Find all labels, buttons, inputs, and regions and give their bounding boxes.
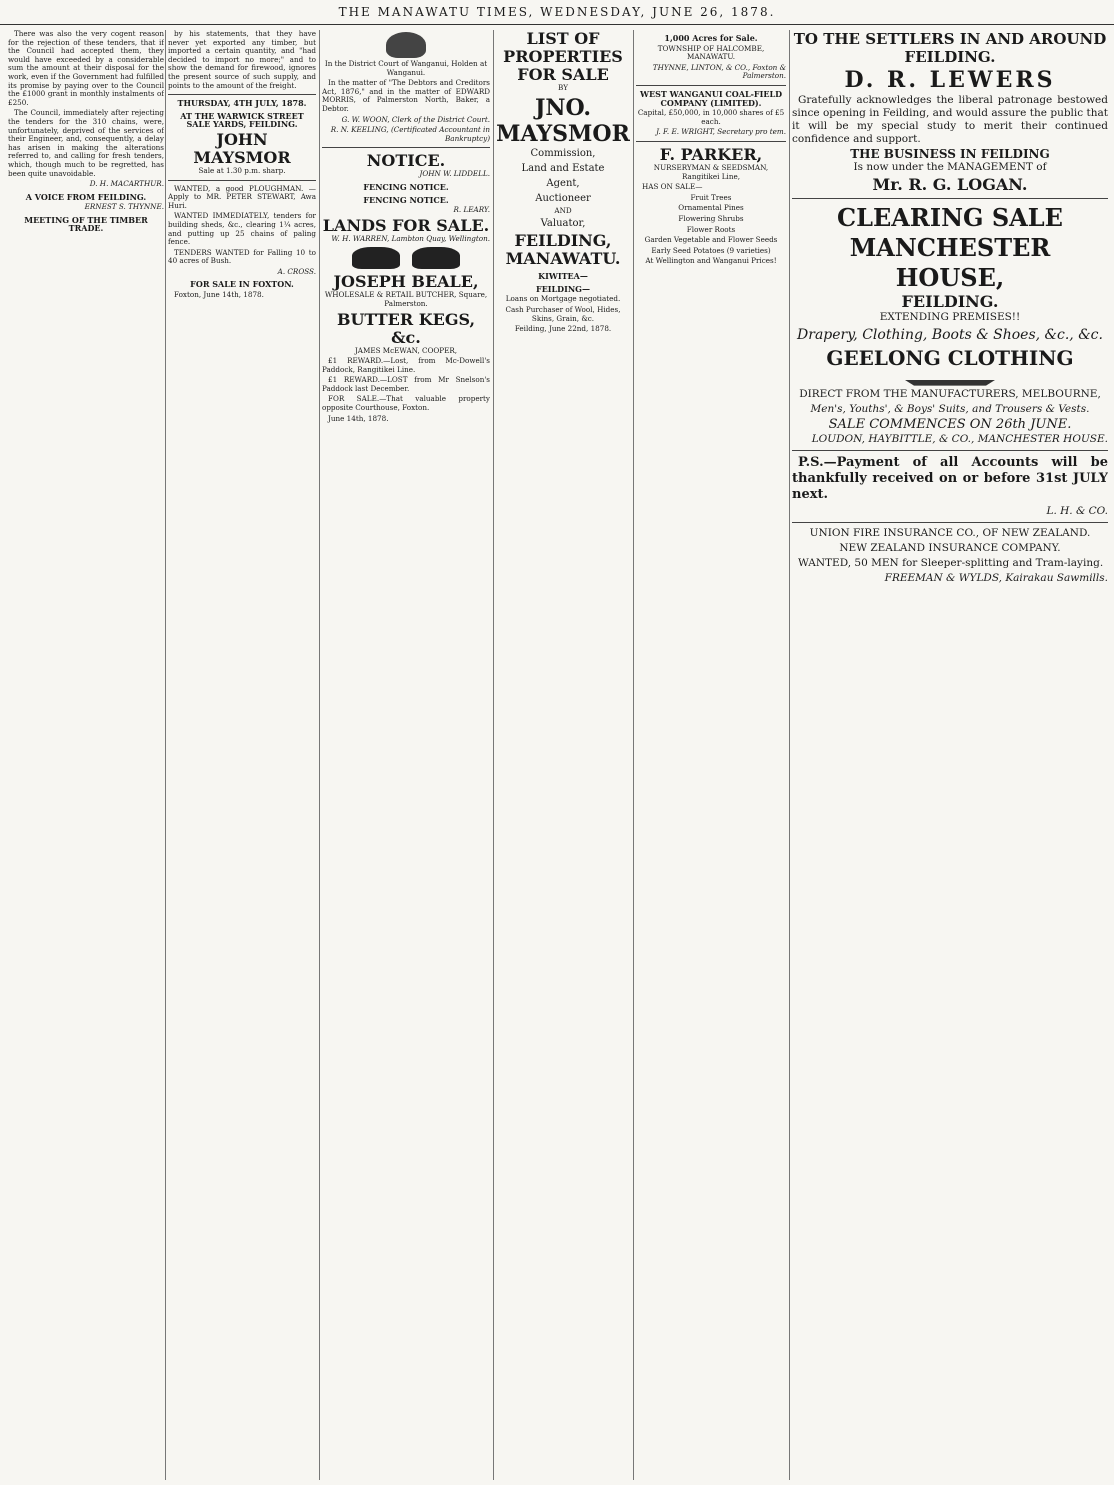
heading: FEILDING. (901, 291, 999, 311)
subheading: WHOLESALE & RETAIL BUTCHER, Square, Palmerston. (324, 290, 488, 308)
column-rule (165, 30, 166, 1480)
notice-heading: NOTICE. (366, 151, 446, 171)
column-rule (789, 30, 790, 1480)
name: JNO. MAYSMOR (496, 94, 630, 147)
signature: R. LEARY. (453, 205, 490, 215)
column-3 (322, 30, 490, 1480)
heading: FEILDING— (536, 283, 590, 294)
heading: CLEARING SALE (837, 202, 1063, 232)
label: SALE COMMENCES ON 26th JUNE. (828, 416, 1072, 432)
heading: MEETING OF THE TIMBER TRADE. (24, 214, 148, 234)
column-1 (8, 30, 164, 1480)
heading: KIWITEA— (538, 271, 588, 282)
label: Commission, (530, 147, 596, 159)
heading: F. PARKER, (659, 144, 763, 164)
auctioneer-name: JOHN MAYSMOR (193, 129, 291, 167)
date: Feilding, June 22nd, 1878. (514, 324, 612, 334)
label: Drapery, Clothing, Boots & Shoes, &c., &c. (797, 326, 1103, 343)
column-6 (792, 30, 1108, 1480)
signature: R. N. KEELING, (Certificated Accountant in Bankruptcy) (330, 125, 490, 143)
signature: J. F. E. WRIGHT, Secretary pro tem. (656, 127, 786, 137)
label: DIRECT FROM THE MANUFACTURERS, MELBOURNE, (799, 387, 1101, 400)
heading: MANCHESTER HOUSE, (849, 232, 1051, 292)
signature: THYNNE, LINTON, & CO., Foxton & Palmerston. (652, 62, 786, 81)
date: Foxton, June 14th, 1878. (174, 290, 264, 300)
heading: WEST WANGANUI COAL-FIELD COMPANY (LIMITED). (639, 88, 782, 108)
ad: £1 REWARD.—Lost, from Mc-Dowell's Paddock, Rangitikei Line. (322, 356, 490, 374)
list-item: Ornamental Pines (678, 203, 744, 213)
label: Land and Estate (521, 162, 605, 174)
column-5 (636, 30, 786, 1480)
paragraph: In the matter of "The Debtors and Creditors Act, 1876," and in the matter of EDWARD MORRIS, of Palmerston North, Baker, a Debtor. (322, 78, 490, 113)
heading: BUTTER KEGS, &c. (336, 309, 476, 347)
column-rule (633, 30, 634, 1480)
paragraph: The Council, immediately after rejecting the tenders for the 310 chains, were, unfortunately, deprived of the services of their Engineer, and, consequently, a delay has arisen in making the alterations referred to, and calling for fresh tenders, which, though much to be regretted, has been quite unavoidable. (8, 108, 164, 178)
heading: THE BUSINESS IN FEILDING (850, 147, 1050, 161)
signature: LOUDON, HAYBITTLE, & CO., MANCHESTER HOUSE. (811, 432, 1108, 445)
label: Cash Purchaser of Wool, Hides, Skins, Grain, &c. (505, 304, 621, 323)
list-item: Flowering Shrubs (678, 213, 744, 223)
label: Auctioneer (535, 192, 591, 204)
ad: FOR SALE.—That valuable property opposite Courthouse, Foxton. (322, 394, 490, 413)
label: WANTED, 50 MEN for Sleeper-splitting and Tram-laying. (798, 556, 1104, 569)
label: AND (554, 205, 572, 215)
label: BY (558, 83, 568, 92)
signature: JOHN W. LIDDELL. (419, 169, 490, 179)
heading: TO THE SETTLERS IN AND AROUND FEILDING. (793, 30, 1107, 66)
label: Valuator, (540, 218, 586, 230)
heading: JOSEPH BEALE, (333, 272, 479, 292)
subheading: NURSERYMAN & SEEDSMAN, Rangitikei Line, (653, 162, 769, 181)
column-4 (496, 30, 630, 1480)
list-item: Fruit Trees (690, 192, 732, 202)
masthead: THE MANAWATU TIMES, WEDNESDAY, JUNE 26, 1878. (0, 0, 1114, 25)
signature: FREEMAN & WYLDS, Kairakau Sawmills. (884, 571, 1108, 584)
signature: L. H. & CO. (1046, 504, 1108, 517)
signature: G. W. WOON, Clerk of the District Court. (341, 114, 490, 124)
paragraph: Gratefully acknowledges the liberal patronage bestowed since opening in Feilding, and would assure the public that it will be my special study to merit their continued confidence and support. (792, 94, 1108, 145)
label: At Wellington and Wanganui Prices! (645, 256, 777, 266)
sale-time: Sale at 1.30 p.m. sharp. (198, 165, 286, 175)
heading: FOR SALE (517, 65, 609, 84)
list-item: Garden Vegetable and Flower Seeds (644, 235, 778, 245)
livestock-icon (346, 247, 466, 269)
label: HAS ON SALE— (642, 182, 703, 192)
signature: A. CROSS. (277, 266, 316, 276)
ad: WANTED, a good PLOUGHMAN. —Apply to MR. PETER STEWART, Awa Huri. (168, 183, 316, 210)
heading: D. R. LEWERS (844, 67, 1056, 93)
heading: FENCING NOTICE. (363, 194, 449, 205)
list-item: Flower Roots (686, 224, 736, 234)
signature: ERNEST S. THYNNE. (84, 202, 164, 212)
signature: D. H. MACARTHUR. (89, 179, 164, 189)
heading: LIST OF PROPERTIES (503, 30, 623, 66)
heading: 1,000 Acres for Sale. (664, 33, 758, 43)
sale-date: THURSDAY, 4TH JULY, 1878. (177, 98, 307, 109)
column-rule (493, 30, 494, 1480)
column-2 (168, 30, 316, 1480)
heading: FOR SALE IN FOXTON. (190, 279, 294, 290)
label: NEW ZEALAND INSURANCE COMPANY. (839, 541, 1061, 554)
subheading: JAMES McEWAN, COOPER, (354, 345, 458, 355)
heading: A VOICE FROM FEILDING. (25, 191, 147, 202)
label: UNION FIRE INSURANCE CO., OF NEW ZEALAND. (809, 526, 1091, 539)
signature: W. H. WARREN, Lambton Quay, Wellington. (331, 233, 490, 243)
heading: GEELONG CLOTHING (826, 345, 1074, 370)
label: Is now under the MANAGEMENT of (853, 160, 1047, 173)
court-title: In the District Court of Wanganui, Holden at Wanganui. (324, 59, 488, 77)
ad: £1 REWARD.—LOST from Mr Snelson's Paddock last December. (322, 375, 490, 393)
paragraph: P.S.—Payment of all Accounts will be thankfully received on or before 31st JULY next. (792, 454, 1108, 502)
ad: TENDERS WANTED for Falling 10 to 40 acres of Bush. (168, 247, 316, 266)
ad: WANTED IMMEDIATELY, tenders for building sheds, &c., clearing 1¼ acres, and putting up 25 chains of paling fence. (168, 211, 316, 247)
paragraph: There was also the very cogent reason for the rejection of these tenders, that if the Council had accepted them, they would have exceeded by a considerable sum the amount at their disposal for the work, even if the Government had fulfilled its promise by paying over to the Council the £1000 grant in monthly instalments of £250. (8, 30, 164, 107)
sale-yards: AT THE WARWICK STREET SALE YARDS, FEILDING. (180, 110, 304, 130)
date: June 14th, 1878. (328, 413, 389, 423)
label: Agent, (546, 177, 580, 189)
label: Loans on Mortgage negotiated. (505, 294, 621, 304)
label: EXTENDING PREMISES!! (879, 310, 1021, 323)
heading: Mr. R. G. LOGAN. (872, 174, 1028, 194)
coat-of-arms-icon (386, 32, 426, 58)
heading: FEILDING, MANAWATU. (505, 231, 621, 269)
list-item: Early Seed Potatoes (9 varieties) (651, 245, 771, 255)
label: Men's, Youths', & Boys' Suits, and Trousers & Vests. (810, 402, 1090, 415)
ship-icon (905, 372, 995, 386)
column-rule (319, 30, 320, 1480)
subheading: TOWNSHIP OF HALCOMBE, MANAWATU. (657, 43, 765, 62)
heading: FENCING NOTICE. (363, 181, 449, 192)
paragraph: by his statements, that they have never yet exported any timber, but imported a certain quantity, and "had decided to import no more;" and to show the demand for firewood, ignores the present source of such supply, and points to the amount of the freight. (168, 30, 316, 90)
heading: LANDS FOR SALE. (322, 215, 490, 235)
label: Capital, £50,000, in 10,000 shares of £5 each. (637, 108, 785, 126)
